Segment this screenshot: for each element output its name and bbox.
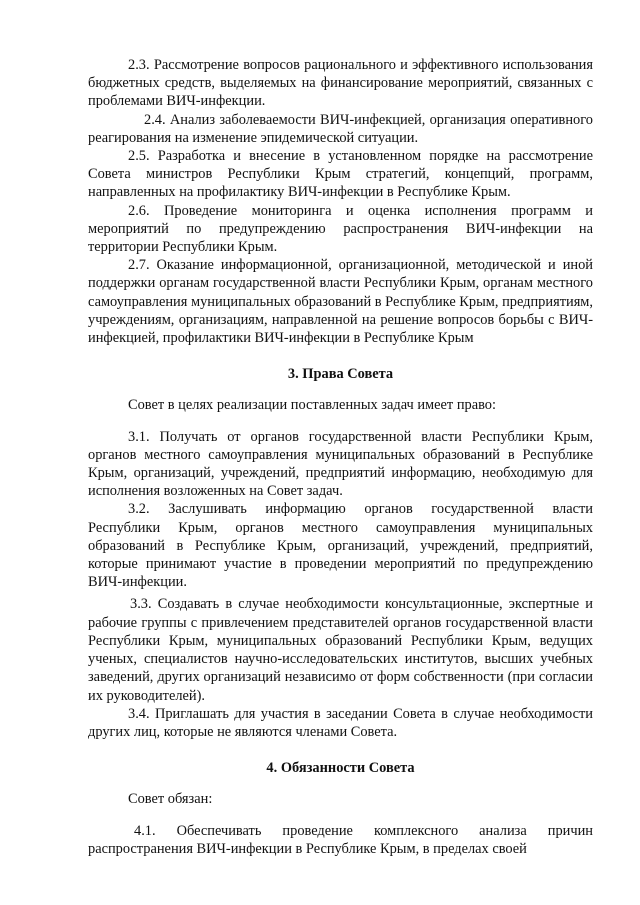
paragraph-2-6: 2.6. Проведение мониторинга и оценка исполнения программ и мероприятий по предупреждению распространения ВИЧ-инфекции на территории Республики Крым. bbox=[88, 202, 593, 256]
paragraph-2-5: 2.5. Разработка и внесение в установленном порядке на рассмотрение Совета министров Республики Крым стратегий, концепций, программ, направленных на профилактику ВИЧ-инфекции в Республике Крым. bbox=[88, 148, 593, 201]
paragraph-3-2: 3.2. Заслушивать информацию органов государственной власти Республики Крым, органов местного самоуправления муниципальных образований в Республике Крым, организаций, учреждений, предприятий, которые принимают участие в проведении мероприятий по предупреждению ВИЧ-инфекции. bbox=[88, 501, 593, 591]
section-3-title: 3. Права Совета bbox=[287, 366, 394, 383]
paragraph-2-7: 2.7. Оказание информационной, организационной, методической и иной поддержки органам государственной власти Республики Крым, органам местного самоуправления муниципальных образований в Республике Крым, предприятиям, учреждениям, организациям, направленной на решение вопросов борьбы с ВИЧ-инфекцией, профилактики ВИЧ-инфекции в Республике Крым bbox=[88, 257, 594, 347]
paragraph-2-4: 2.4. Анализ заболеваемости ВИЧ-инфекцией, организация оперативного реагирования на изменение эпидемической ситуации. bbox=[88, 111, 593, 146]
paragraph-3-3: 3.3. Создавать в случае необходимости консультационные, экспертные и рабочие группы с привлечением представителей органов государственной власти Республики Крым, муниципальных образований Республики Крым, ведущих ученых, специалистов научно-исследовательских институтов, высших учебных заведений, других организаций независимо от форм собственности (при согласии их руководителей). bbox=[88, 596, 593, 704]
section-3-intro: Совет в целях реализации поставленных задач имеет право: bbox=[128, 397, 496, 414]
section-4-intro: Совет обязан: bbox=[128, 791, 213, 808]
paragraph-3-4: 3.4. Приглашать для участия в заседании Совета в случае необходимости других лиц, которые не являются членами Совета. bbox=[88, 705, 593, 740]
paragraph-2-3: 2.3. Рассмотрение вопросов рационального и эффективного использования бюджетных средств, выделяемых на финансирование мероприятий, связанных с проблемами ВИЧ-инфекции. bbox=[88, 57, 593, 110]
paragraph-4-1: 4.1. Обеспечивать проведение комплексного анализа причин распространения ВИЧ-инфекции в Республике Крым, в пределах своей bbox=[88, 822, 593, 857]
document-page bbox=[88, 56, 593, 858]
section-4-title: 4. Обязанности Совета bbox=[266, 760, 415, 777]
paragraph-3-1: 3.1. Получать от органов государственной власти Республики Крым, органов местного самоуправления муниципальных образований в Республике Крым, организаций, учреждений, предприятий информацию, необходимую для исполнения возложенных на Совет задач. bbox=[88, 428, 593, 500]
